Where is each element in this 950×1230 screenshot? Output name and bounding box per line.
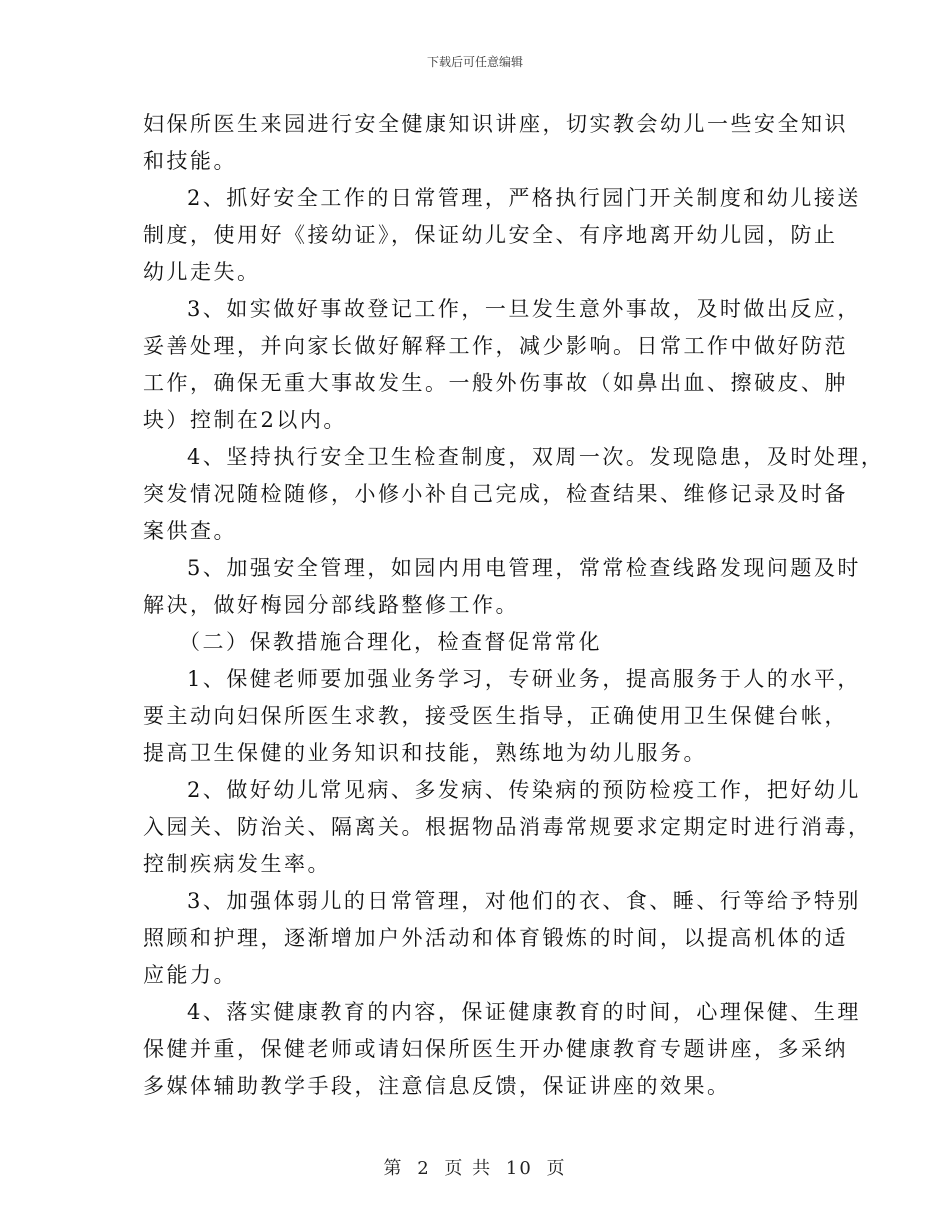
section-heading-text: （二）保教措施合理化，检查督促常常化 xyxy=(179,630,602,654)
text-line: 1、保健老师要加强业务学习，专研业务，提高服务于人的水平， xyxy=(187,667,861,691)
footer-total-pages: 10 xyxy=(505,1158,533,1179)
paragraph xyxy=(143,994,861,1105)
text-line: 要主动向妇保所医生求教，接受医生指导，正确使用卫生保健台帐， xyxy=(143,704,848,728)
text-line: 2、做好幼儿常见病、多发病、传染病的预防检疫工作，把好幼儿 xyxy=(187,778,861,802)
text-line: 工作，确保无重大事故发生。一般外伤事故（如鼻出血、擦破皮、肿 xyxy=(143,371,848,395)
text-line: 解决，做好梅园分部线路整修工作。 xyxy=(143,593,519,617)
text-line: 3、加强体弱儿的日常管理，对他们的衣、食、睡、行等给予特别 xyxy=(187,889,861,913)
paragraph xyxy=(143,772,872,883)
document-body xyxy=(143,106,885,1105)
paragraph xyxy=(143,439,885,550)
text-line: 妥善处理，并向家长做好解释工作，减少影响。日常工作中做好防范 xyxy=(143,334,848,358)
section-heading xyxy=(143,624,823,661)
text-line: 照顾和护理，逐渐增加户外活动和体育锻炼的时间，以提高机体的适 xyxy=(143,926,848,950)
footer-prefix: 第 xyxy=(383,1158,404,1179)
paragraph xyxy=(143,550,861,624)
text-line: 4、坚持执行安全卫生检查制度，双周一次。发现隐患，及时处理， xyxy=(187,445,885,469)
paragraph xyxy=(143,661,861,772)
footer-page-number: 2 xyxy=(417,1158,431,1179)
page-footer xyxy=(0,1154,950,1180)
paragraph xyxy=(143,180,861,291)
paragraph xyxy=(143,106,848,180)
text-line: 控制疾病发生率。 xyxy=(143,852,331,876)
text-line: 保健并重，保健老师或请妇保所医生开办健康教育专题讲座，多采纳 xyxy=(143,1037,848,1061)
text-line: 应能力。 xyxy=(143,963,237,987)
text-line: 妇保所医生来园进行安全健康知识讲座，切实教会幼儿一些安全知识 xyxy=(143,112,848,136)
paragraph xyxy=(143,883,861,994)
text-line: 4、落实健康教育的内容，保证健康教育的时间，心理保健、生理 xyxy=(187,1000,861,1024)
text-line: 5、加强安全管理，如园内用电管理，常常检查线路发现问题及时 xyxy=(187,556,861,580)
paragraph xyxy=(143,291,861,439)
text-line: 3、如实做好事故登记工作，一旦发生意外事故，及时做出反应， xyxy=(187,297,861,321)
text-line: 制度，使用好《接幼证》，保证幼儿安全、有序地离开幼儿园，防止 xyxy=(143,223,838,247)
footer-suffix: 页 xyxy=(546,1158,567,1179)
text-line: 入园关、防治关、隔离关。根据物品消毒常规要求定期定时进行消毒， xyxy=(143,815,872,839)
text-line: 幼儿走失。 xyxy=(143,260,261,284)
text-line: 2、抓好安全工作的日常管理，严格执行园门开关制度和幼儿接送 xyxy=(187,186,861,210)
text-line: 和技能。 xyxy=(143,149,237,173)
footer-middle: 页 共 xyxy=(444,1158,493,1179)
text-line: 案供查。 xyxy=(143,519,237,543)
text-line: 提高卫生保健的业务知识和技能，熟练地为幼儿服务。 xyxy=(143,741,707,765)
text-line: 突发情况随检随修，小修小补自己完成，检查结果、维修记录及时备 xyxy=(143,482,848,506)
text-line: 块）控制在2以内。 xyxy=(143,408,347,432)
page-header: 下载后可任意编辑 xyxy=(426,55,523,69)
text-line: 多媒体辅助教学手段，注意信息反馈，保证讲座的效果。 xyxy=(143,1074,731,1098)
